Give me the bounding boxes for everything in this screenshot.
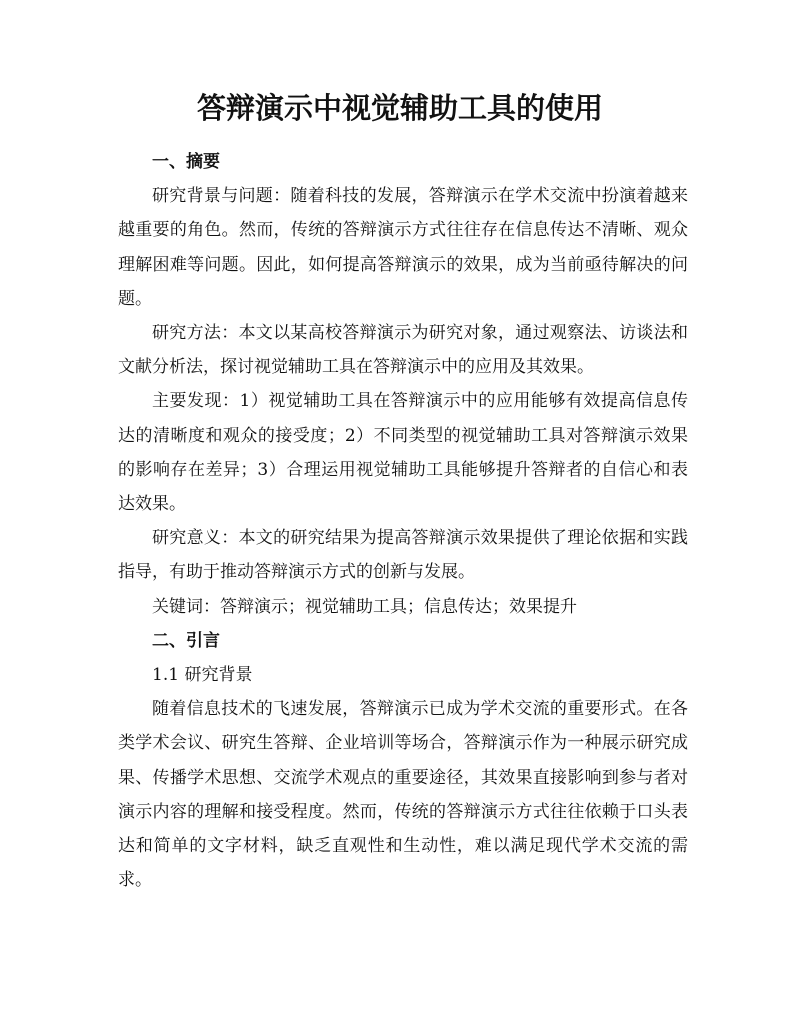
introduction-heading: 二、引言 [152,630,220,651]
abstract-background-paragraph: 研究背景与问题：随着科技的发展，答辩演示在学术交流中扮演着越来越重要的角色。然而，传统的答辩演示方式往往存在信息传达不清晰、观众理解困难等问题。因此，如何提高答辩演示的效果，成为当前亟待解决的问题。 [118,186,688,309]
abstract-methods-paragraph: 研究方法：本文以某高校答辩演示为研究对象，通过观察法、访谈法和文献分析法，探讨视觉辅助工具在答辩演示中的应用及其效果。 [118,323,688,378]
abstract-heading: 一、摘要 [152,152,220,172]
abstract-significance-paragraph: 研究意义：本文的研究结果为提高答辩演示效果提供了理论依据和实践指导，有助于推动答辩演示方式的创新与发展。 [118,528,688,583]
research-background-subheading: 1.1 研究背景 [152,665,253,686]
document-title: 答辩演示中视觉辅助工具的使用 [196,91,603,125]
research-background-paragraph: 随着信息技术的飞速发展，答辩演示已成为学术交流的重要形式。在各类学术会议、研究生答辩、企业培训等场合，答辩演示作为一种展示研究成果、传播学术思想、交流学术观点的重要途径，其效果直接影响到参与者对演示内容的理解和接受程度。然而，传统的答辩演示方式往往依赖于口头表达和简单的文字材料，缺乏直观性和生动性，难以满足现代学术交流的需求。 [118,699,688,891]
abstract-findings-paragraph: 主要发现：1）视觉辅助工具在答辩演示中的应用能够有效提高信息传达的清晰度和观众的接受度；2）不同类型的视觉辅助工具对答辩演示效果的影响存在差异；3）合理运用视觉辅助工具能够提升答辩者的自信心和表达效果。 [118,391,688,515]
document-body [118,145,688,897]
keywords-paragraph: 关键词：答辩演示；视觉辅助工具；信息传达；效果提升 [152,596,577,617]
